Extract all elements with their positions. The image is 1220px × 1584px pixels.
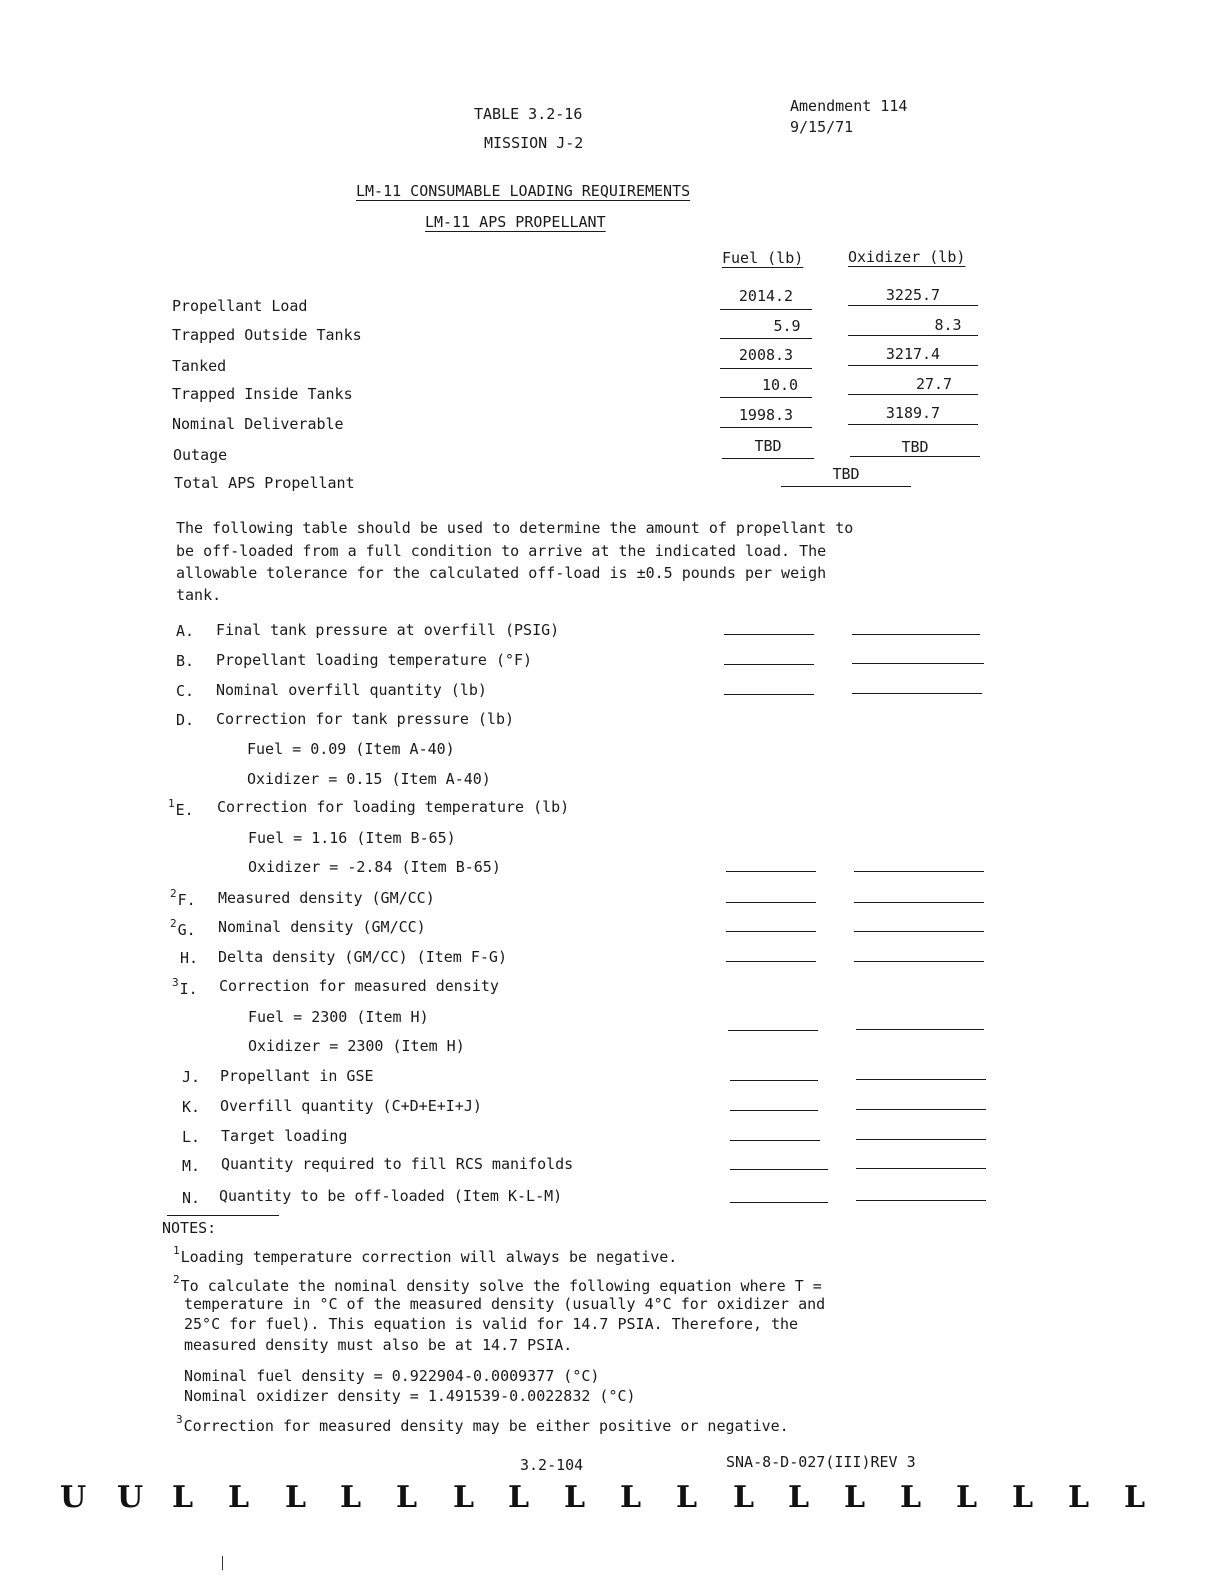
- oxidizer-underline: [848, 424, 978, 425]
- edge-mark: L: [620, 1480, 642, 1515]
- fuel-blank[interactable]: [724, 634, 814, 635]
- load-row-label: Nominal Deliverable: [172, 415, 344, 433]
- edge-mark: L: [1068, 1480, 1090, 1515]
- load-oxidizer-value: 3225.7: [885, 286, 941, 304]
- item-text: Target loading: [221, 1127, 348, 1145]
- load-fuel-value: TBD: [754, 437, 782, 455]
- oxidizer-blank[interactable]: [854, 902, 984, 903]
- item-text: Final tank pressure at overfill (PSIG): [216, 621, 560, 639]
- intro-line: allowable tolerance for the calculated off-load is ±0.5 pounds per weigh: [176, 564, 827, 582]
- item-letter: N.: [182, 1189, 201, 1207]
- fuel-blank[interactable]: [726, 961, 816, 962]
- item-text: Nominal density (GM/CC): [218, 918, 426, 936]
- item-letter: B.: [176, 652, 195, 670]
- load-oxidizer-value: 27.7: [915, 375, 953, 393]
- edge-mark: L: [1012, 1480, 1034, 1515]
- load-row-label: Propellant Load: [172, 297, 308, 315]
- notes-rule: [167, 1215, 279, 1216]
- document-number: SNA-8-D-027(III)REV 3: [726, 1453, 916, 1471]
- edge-mark: L: [340, 1480, 362, 1515]
- item-text: Propellant in GSE: [220, 1067, 374, 1085]
- oxidizer-blank[interactable]: [852, 634, 980, 635]
- note-3: $^3$Correction for measured density may be either positive or negative.: [176, 1413, 789, 1435]
- intro-line: tank.: [176, 586, 222, 604]
- fuel-blank[interactable]: [730, 1080, 818, 1081]
- fuel-underline: [720, 368, 812, 369]
- load-oxidizer-value: 3189.7: [885, 404, 941, 422]
- oxidizer-underline: [848, 335, 978, 336]
- item-text: Correction for measured density: [219, 977, 499, 995]
- note-2-line: temperature in °C of the measured density (usually 4°C for oxidizer and: [184, 1295, 826, 1313]
- item-subline: Fuel = 2300 (Item H): [248, 1008, 429, 1026]
- edge-mark: U: [60, 1480, 87, 1515]
- amendment-date: 9/15/71: [790, 118, 854, 136]
- item-letter: $^3$I.: [172, 976, 198, 998]
- equation-fuel: Nominal fuel density = 0.922904-0.0009377 (°C): [184, 1367, 600, 1385]
- edge-mark: L: [1124, 1480, 1146, 1515]
- oxidizer-underline: [850, 456, 980, 457]
- oxidizer-blank[interactable]: [856, 1029, 984, 1030]
- note-2-line: $^2$To calculate the nominal density solve the following equation where T =: [173, 1273, 822, 1295]
- edge-mark: L: [733, 1480, 755, 1515]
- oxidizer-underline: [848, 305, 978, 306]
- edge-mark: U: [117, 1480, 144, 1515]
- note-1: $^1$Loading temperature correction will always be negative.: [173, 1244, 678, 1266]
- load-fuel-value: 10.0: [761, 376, 799, 394]
- item-text: Propellant loading temperature (°F): [216, 651, 533, 669]
- item-letter: A.: [176, 622, 195, 640]
- item-letter: D.: [176, 711, 195, 729]
- item-subline: Fuel = 1.16 (Item B-65): [248, 829, 456, 847]
- item-letter: J.: [182, 1068, 201, 1086]
- item-letter: L.: [182, 1128, 201, 1146]
- item-letter: K.: [182, 1098, 201, 1116]
- page-title: LM-11 CONSUMABLE LOADING REQUIREMENTS: [356, 182, 691, 200]
- load-fuel-value: 5.9: [773, 317, 801, 335]
- total-underline: [781, 486, 911, 487]
- oxidizer-underline: [848, 394, 978, 395]
- load-fuel-value: 1998.3: [738, 406, 794, 424]
- item-subline: Oxidizer = 0.15 (Item A-40): [247, 770, 491, 788]
- load-row-label: Trapped Outside Tanks: [172, 326, 362, 344]
- edge-mark: L: [676, 1480, 698, 1515]
- fuel-blank[interactable]: [728, 1030, 818, 1031]
- load-oxidizer-value: TBD: [901, 438, 929, 456]
- intro-line: be off-loaded from a full condition to arrive at the indicated load. The: [176, 542, 827, 560]
- item-letter: C.: [176, 682, 195, 700]
- oxidizer-blank[interactable]: [854, 961, 984, 962]
- total-label: Total APS Propellant: [174, 474, 355, 492]
- fuel-blank[interactable]: [726, 902, 816, 903]
- oxidizer-blank[interactable]: [856, 1079, 986, 1080]
- fuel-blank[interactable]: [730, 1140, 820, 1141]
- edge-mark: L: [172, 1480, 194, 1515]
- notes-heading: NOTES:: [162, 1219, 217, 1237]
- oxidizer-blank[interactable]: [856, 1168, 986, 1169]
- item-text: Delta density (GM/CC) (Item F-G): [218, 948, 507, 966]
- oxidizer-blank[interactable]: [856, 1200, 986, 1201]
- amendment-label: Amendment 114: [790, 97, 908, 115]
- item-subline: Oxidizer = 2300 (Item H): [248, 1037, 465, 1055]
- oxidizer-blank[interactable]: [852, 693, 982, 694]
- edge-mark: L: [508, 1480, 530, 1515]
- edge-mark: L: [788, 1480, 810, 1515]
- fuel-blank[interactable]: [724, 664, 814, 665]
- fuel-blank[interactable]: [730, 1169, 828, 1170]
- oxidizer-column-header: Oxidizer (lb): [848, 248, 966, 266]
- item-text: Quantity required to fill RCS manifolds: [221, 1155, 574, 1173]
- equation-oxidizer: Nominal oxidizer density = 1.491539-0.0022832 (°C): [184, 1387, 636, 1405]
- oxidizer-underline: [848, 365, 978, 366]
- note-2-line: 25°C for fuel). This equation is valid for 14.7 PSIA. Therefore, the: [184, 1315, 799, 1333]
- edge-mark: L: [396, 1480, 418, 1515]
- item-letter: $^2$G.: [170, 917, 196, 939]
- edge-mark: L: [285, 1480, 307, 1515]
- edge-mark: L: [453, 1480, 475, 1515]
- load-row-label: Trapped Inside Tanks: [172, 385, 353, 403]
- note-2-line: measured density must also be at 14.7 PSIA.: [184, 1336, 573, 1354]
- item-text: Correction for tank pressure (lb): [216, 710, 515, 728]
- page-number: 3.2-104: [520, 1456, 584, 1474]
- item-subline: Fuel = 0.09 (Item A-40): [247, 740, 455, 758]
- edge-mark: L: [564, 1480, 586, 1515]
- load-fuel-value: 2008.3: [738, 346, 794, 364]
- fuel-underline: [720, 338, 812, 339]
- item-letter: $^1$E.: [168, 797, 194, 819]
- item-text: Overfill quantity (C+D+E+I+J): [220, 1097, 482, 1115]
- fuel-blank[interactable]: [726, 871, 816, 872]
- edge-mark: L: [900, 1480, 922, 1515]
- edge-mark: L: [956, 1480, 978, 1515]
- page-subtitle: LM-11 APS PROPELLANT: [425, 213, 606, 231]
- item-letter: $^2$F.: [170, 887, 196, 909]
- oxidizer-blank[interactable]: [854, 871, 984, 872]
- load-oxidizer-value: 8.3: [934, 316, 962, 334]
- edge-mark: L: [844, 1480, 866, 1515]
- fuel-underline: [720, 309, 812, 310]
- item-letter: H.: [180, 949, 199, 967]
- fuel-blank[interactable]: [726, 931, 816, 932]
- tick-mark: [222, 1556, 223, 1570]
- fuel-blank[interactable]: [730, 1202, 828, 1203]
- item-text: Measured density (GM/CC): [218, 889, 435, 907]
- item-subline: Oxidizer = -2.84 (Item B-65): [248, 858, 501, 876]
- intro-line: The following table should be used to determine the amount of propellant to: [176, 519, 854, 537]
- fuel-underline: [720, 397, 812, 398]
- oxidizer-blank[interactable]: [854, 931, 984, 932]
- load-row-label: Outage: [173, 446, 228, 464]
- item-text: Quantity to be off-loaded (Item K-L-M): [219, 1187, 563, 1205]
- fuel-underline: [722, 458, 814, 459]
- load-oxidizer-value: 3217.4: [885, 345, 941, 363]
- edge-mark: L: [228, 1480, 250, 1515]
- oxidizer-blank[interactable]: [856, 1139, 986, 1140]
- oxidizer-blank[interactable]: [856, 1109, 986, 1110]
- fuel-blank[interactable]: [730, 1110, 818, 1111]
- load-fuel-value: 2014.2: [738, 287, 794, 305]
- oxidizer-blank[interactable]: [852, 663, 984, 664]
- fuel-blank[interactable]: [724, 694, 814, 695]
- item-text: Nominal overfill quantity (lb): [216, 681, 487, 699]
- table-number: TABLE 3.2-16: [474, 105, 583, 123]
- total-value: TBD: [832, 465, 860, 483]
- item-letter: M.: [182, 1157, 201, 1175]
- item-text: Correction for loading temperature (lb): [217, 798, 570, 816]
- fuel-underline: [720, 427, 812, 428]
- load-row-label: Tanked: [172, 357, 227, 375]
- fuel-column-header: Fuel (lb): [722, 249, 804, 267]
- mission-label: MISSION J-2: [484, 134, 584, 152]
